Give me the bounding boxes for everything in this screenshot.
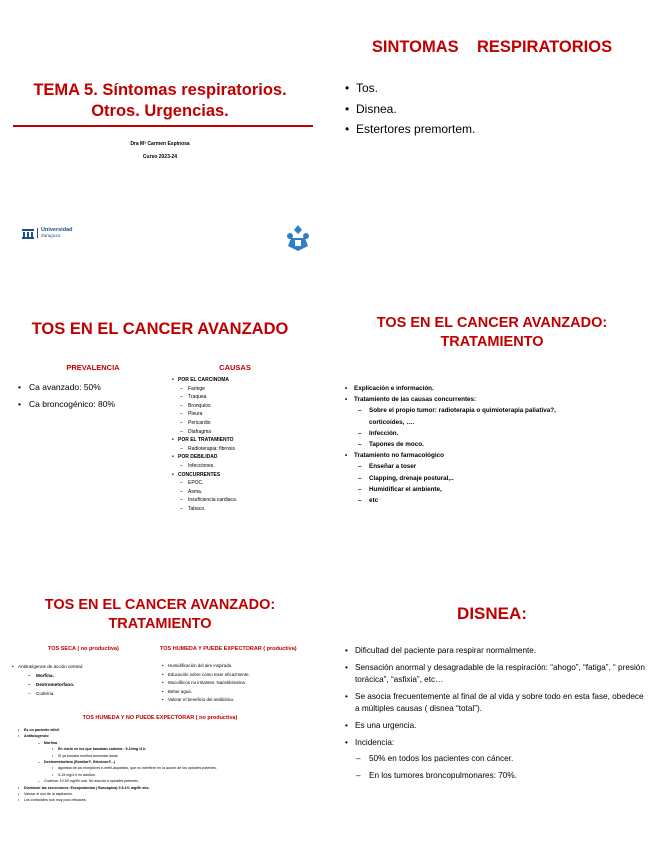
np-item: • Antitusígenos: bbox=[18, 734, 50, 739]
prevalencia-list bbox=[18, 379, 168, 413]
tos-humeda-item: • Mucolíticos no irritantes: Nacetilcisteina. bbox=[162, 680, 247, 686]
np-item: • Es un paciente débil. bbox=[18, 728, 60, 732]
np-subsub: • agonista de los receptores n-metil-aspartato, que no interfiere en la acción de los opioides potentes. bbox=[52, 766, 218, 771]
symptom-item: • Disnea. bbox=[345, 99, 635, 120]
disnea-sub: – En los tumores broncopulmonares: 70%. bbox=[356, 770, 517, 780]
tos-humeda-item: • Beber agua. bbox=[162, 688, 192, 694]
causas-list bbox=[172, 376, 302, 514]
causa-sub: – Diafragma bbox=[180, 428, 212, 435]
np-sub: – Morfina bbox=[38, 740, 57, 745]
tos-humeda-item: • Valorar el beneficio del antibiótico. bbox=[162, 697, 235, 703]
causa-sub: – Faringe bbox=[180, 385, 205, 392]
slide-6 bbox=[342, 584, 645, 854]
treatment-sub: – Humidificar el ambiente, bbox=[358, 485, 442, 493]
np-item: • Disminuir las secreciones: Escopolamina ( Buscapina) 0.5-1% mg/6h sbc. bbox=[18, 785, 150, 790]
tos-humeda-item: • Educación sobre como toser eficazmente. bbox=[162, 671, 250, 677]
np-item: • Los corticoides son muy poco eficaces. bbox=[18, 798, 87, 803]
treatment-item: • Explicación e información. bbox=[345, 385, 434, 392]
causa-sub: – Pleura bbox=[180, 411, 203, 418]
slide-4-title: TOS EN EL CANCER AVANZADO: TRATAMIENTO bbox=[376, 315, 608, 350]
logo-text-1: Universidad bbox=[41, 227, 73, 233]
causas-heading: CAUSAS bbox=[219, 363, 251, 372]
treatment-sub: – Sobre el propio tumor: radioterapia o quimioterapia paliativa?, bbox=[358, 407, 556, 415]
treatment-sub: – Tapones de moco. bbox=[358, 441, 424, 449]
slide-2-title: SINTOMAS RESPIRATORIOS bbox=[371, 38, 613, 56]
disnea-list bbox=[345, 645, 645, 782]
causa-sub: – Radioterapia: fibrosis bbox=[180, 445, 235, 452]
treatment-sub: – etc bbox=[358, 497, 379, 505]
prevalencia-item: • Ca broncogénico: 80% bbox=[18, 396, 168, 413]
slide-3 bbox=[10, 302, 310, 572]
treatment-list bbox=[345, 383, 635, 506]
np-sub: – Dextrometorfano (Romilar®, Bisolvon®...) bbox=[38, 760, 116, 765]
causa-group: • CONCURRENTES bbox=[172, 471, 221, 478]
disnea-sub: – 50% en todos los pacientes con cáncer. bbox=[356, 754, 514, 764]
treatment-sub: – Enseñar a toser bbox=[358, 463, 417, 471]
treatment-item: • Tratamiento de las causas concurrentes: bbox=[345, 396, 477, 404]
causa-group: • POR EL TRATAMIENTO bbox=[172, 437, 234, 444]
causa-sub: – Infecciones. bbox=[180, 462, 215, 469]
slide-4 bbox=[342, 302, 642, 572]
treatment-sub: – Infección. bbox=[358, 429, 399, 437]
symptom-item: • Tos. bbox=[345, 78, 635, 99]
author: Dra Mª Carmen Espinosa bbox=[130, 141, 190, 147]
tos-seca-sub: – Dextrometorfano. bbox=[28, 682, 75, 687]
tos-seca-heading: TOS SECA ( no productiva) bbox=[48, 646, 119, 652]
np-subsub: • En inicio en los que tomaban codeína : 5-10mg /4 h. bbox=[52, 747, 147, 752]
slide-3-title: TOS EN EL CANCER AVANZADO bbox=[31, 320, 289, 338]
treatment-sub-cont: corticoides, …. bbox=[369, 418, 415, 426]
slide-5 bbox=[10, 584, 310, 854]
tos-no-expectorar-list bbox=[18, 727, 308, 804]
disnea-item: • Dificultad del paciente para respirar normalmente. bbox=[345, 646, 537, 655]
causa-sub: – Tabaco. bbox=[180, 505, 206, 512]
np-subsub: • 5-15 mg/4 h en adultos. bbox=[52, 772, 96, 777]
disnea-item: • Es una urgencia. bbox=[345, 720, 417, 730]
disnea-item: • Sensación anormal y desagradable de la respiración: “ahogo”, “fatiga”, “ presión torácica”, “asfixia”, etc… bbox=[345, 662, 645, 685]
tos-seca-sub: – Morfina. bbox=[28, 673, 54, 678]
causa-sub: – EPOC. bbox=[180, 480, 204, 487]
tos-humeda-list bbox=[162, 662, 307, 705]
logo-text-2: Zaragoza bbox=[41, 233, 61, 238]
title-underline bbox=[13, 125, 313, 127]
slide-1 bbox=[10, 20, 310, 290]
slide-5-title: TOS EN EL CANCER AVANZADO: TRATAMIENTO bbox=[44, 597, 276, 632]
tos-seca-list bbox=[12, 662, 157, 698]
treatment-sub: – Clapping, drenaje postural,.. bbox=[358, 474, 454, 482]
slide-1-title: TEMA 5. Síntomas respiratorios. Otros. Urgencias. bbox=[33, 81, 287, 120]
prevalencia-item: • Ca avanzado: 50% bbox=[18, 379, 168, 396]
university-logo-icon bbox=[22, 229, 34, 239]
slide-2 bbox=[342, 20, 642, 290]
causa-group: • POR DEBILIDAD bbox=[172, 454, 218, 461]
prevalencia-heading: PREVALENCIA bbox=[66, 363, 120, 372]
causa-sub: – Traquea bbox=[180, 394, 207, 401]
causa-sub: – Bronquios bbox=[180, 402, 211, 409]
tos-no-expectorar-heading: TOS HUMEDA Y NO PUEDE EXPECTORAR ( no productiva) bbox=[82, 715, 238, 721]
symptom-item: • Estertores premortem. bbox=[345, 119, 635, 140]
tos-seca-item: • Antitusígenos de acción central: bbox=[12, 664, 84, 669]
np-subsub: • Si ya tomaba morfina aumentar dosis. bbox=[52, 753, 119, 758]
tos-humeda-heading: TOS HUMEDA Y PUEDE EXPECTORAR ( productiva) bbox=[160, 646, 297, 652]
tos-seca-sub: – Codeína. bbox=[28, 691, 55, 696]
crest-icon bbox=[285, 224, 311, 252]
causa-sub: – Pericardio bbox=[180, 419, 211, 426]
course: Curso 2023-24 bbox=[142, 154, 178, 160]
disnea-item: • Se asocia frecuentemente al final de al vida y sobre todo en esta fase, obedece a múltiples causas ( disnea “total”). bbox=[345, 691, 644, 714]
causa-sub: – Insuficiencia cardiaca. bbox=[180, 497, 238, 504]
np-sub: – Codeína: 10-60 mg/6h oral. No asociar a opioides potentes. bbox=[38, 779, 140, 784]
disnea-item: • Incidencia: bbox=[345, 737, 395, 747]
np-item: • Valorar el uso de la aspiración. bbox=[18, 792, 74, 797]
symptom-list bbox=[345, 78, 635, 140]
treatment-item: • Tratamiento no farmacológico bbox=[345, 452, 444, 460]
tos-humeda-item: • Humidificación del aire inspirado. bbox=[162, 663, 233, 668]
causa-sub: – Asma. bbox=[180, 488, 203, 495]
causa-group: • POR EL CARCINOMA bbox=[172, 377, 230, 383]
slide-6-title: DISNEA: bbox=[457, 604, 527, 623]
